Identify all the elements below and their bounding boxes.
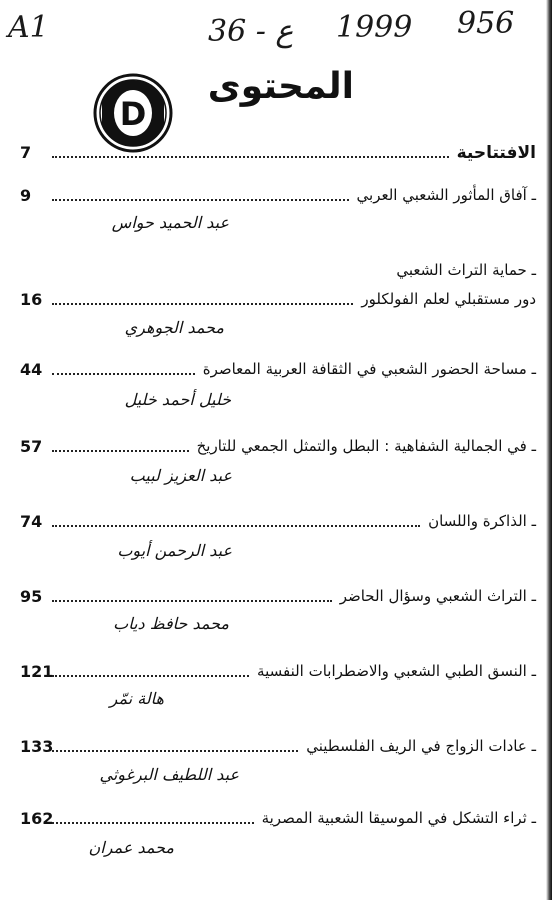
toc-entry [20,360,536,384]
dot-leader [52,450,189,452]
toc-page-number: 9 [20,186,32,205]
dot-leader [52,303,353,305]
toc-page-number: 95 [20,587,43,606]
toc-entry [20,512,536,536]
toc-entry [20,587,536,611]
toc-entry-title: الافتتاحية [456,143,536,163]
toc-entry [20,143,536,167]
toc-page-number: 121 [20,662,54,681]
toc-page-number: 74 [20,512,43,531]
toc-page-number: 162 [20,809,54,828]
page-edge [546,0,552,900]
stamp-letter: D [119,95,147,133]
toc-author: محمد عمران [88,838,174,857]
handwritten-number: 956 [457,6,515,41]
toc-page-number: 44 [20,360,43,379]
toc-entry [20,186,536,210]
dot-leader [52,525,420,527]
dot-leader [52,373,195,375]
toc-author: عبد الرحمن أيوب [117,541,232,560]
dot-leader [52,675,249,677]
toc-entry-title: دور مستقبلي لعلم الفولكلور [361,290,536,308]
toc-author: هالة نمّر [109,689,164,708]
dot-leader [52,156,449,158]
toc-author: خليل أحمد خليل [124,390,231,409]
toc-entry [20,290,536,314]
handwritten-volume: 36 - ع [208,14,294,49]
toc-entry-title: ـ ثراء التشكل في الموسيقا الشعبية المصرية [261,809,536,827]
toc-entry [20,809,536,833]
toc-entry-title: ـ في الجمالية الشفاهية : البطل والتمثل الجمعي للتاريخ [196,437,536,455]
dot-leader [52,199,349,201]
toc-author: محمد الجوهري [124,318,224,337]
toc-author: محمد حافظ دياب [113,614,229,633]
toc-entry-title: ـ آفاق المأثور الشعبي العربي [356,186,536,204]
toc-author: عبد اللطيف البرغوثي [99,765,239,784]
handwritten-code: A1 [8,10,49,45]
handwritten-year: 1999 [336,10,413,45]
toc-entry [20,737,536,761]
dot-leader [52,750,298,752]
toc-entry [20,437,536,461]
dot-leader [52,600,332,602]
toc-entry-title: ـ التراث الشعبي وسؤال الحاضر [339,587,536,605]
toc-entry-title: ـ النسق الطبي الشعبي والاضطرابات النفسية [257,662,536,680]
page-title: المحتوى [207,66,354,107]
toc-page-number: 16 [20,290,43,309]
toc-page-number: 7 [20,143,32,162]
toc-entry-title: ـ عادات الزواج في الريف الفلسطيني [306,737,536,755]
toc-author: عبد العزيز لبيب [129,466,232,485]
toc-entry [20,662,536,686]
toc-entry-title: ـ الذاكرة واللسان [428,512,536,530]
toc-section-heading: ـ حماية التراث الشعبي [396,261,536,279]
toc-page-number: 133 [20,737,54,756]
dot-leader [52,822,254,824]
toc-page-number: 57 [20,437,43,456]
toc-author: عبد الحميد حواس [111,213,229,232]
toc-entry-title: ـ مساحة الحضور الشعبي في الثقافة العربية المعاصرة [202,360,536,378]
